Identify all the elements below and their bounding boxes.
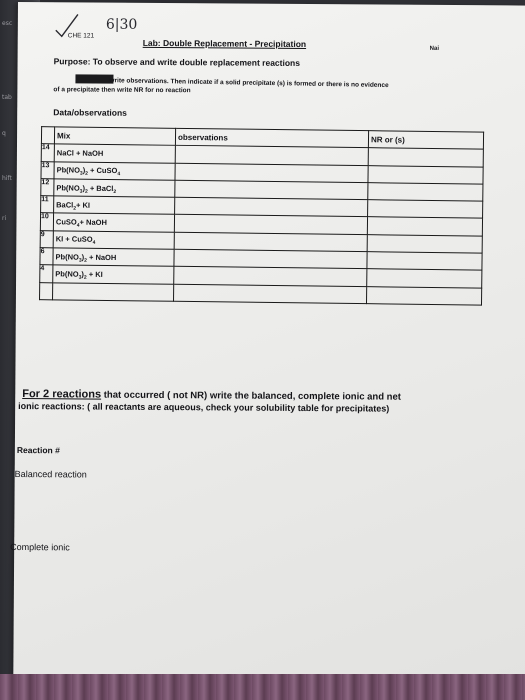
mix-cell xyxy=(53,282,174,301)
row-number: 6 xyxy=(40,248,53,265)
row-number: 9 xyxy=(40,230,53,247)
reactions-heading-rest: that occurred ( not NR) write the balanced, complete ionic and net xyxy=(101,389,401,403)
header-mix: Mix xyxy=(54,127,175,146)
mix-cell: $Pb(NO_3)_2$ + BaCl$_2$ xyxy=(54,179,175,198)
handwritten-grade: 6|30 xyxy=(105,16,138,33)
table-body xyxy=(40,144,484,305)
nr-or-s-cell[interactable] xyxy=(368,165,483,184)
observations-cell[interactable] xyxy=(174,284,367,304)
reactions-heading-emphasis: For 2 reactions xyxy=(22,388,102,401)
key-ctrl: ri xyxy=(2,215,7,222)
balanced-reaction-label: Balanced reaction xyxy=(14,468,87,480)
handwritten-grade-mark xyxy=(48,10,168,39)
mix-cell: KI + CuSO$_4$ xyxy=(53,231,174,250)
redaction-mark xyxy=(75,74,113,83)
nr-or-s-cell[interactable] xyxy=(367,252,482,271)
header-number-cell xyxy=(41,127,54,144)
observations-table xyxy=(39,126,484,305)
row-number: 13 xyxy=(41,161,54,178)
data-observations-label: Data/observations xyxy=(53,107,127,118)
mix-cell: $Pb(NO_3)_2$ + CuSO$_4$ xyxy=(54,161,175,180)
key-tab: tab xyxy=(2,94,12,101)
reaction-number-label: Reaction # xyxy=(16,445,60,456)
instructions-line-2: of a precipitate then write NR for no reaction xyxy=(53,86,191,95)
course-code: CHE 121 xyxy=(67,32,95,40)
row-number xyxy=(40,282,53,299)
nr-or-s-cell[interactable] xyxy=(368,183,483,202)
worksheet-paper xyxy=(10,2,525,696)
nr-or-s-cell[interactable] xyxy=(367,269,482,288)
row-number: 4 xyxy=(40,265,53,282)
purpose-statement: Purpose: To observe and write double replacement reactions xyxy=(53,56,301,68)
header-nr-or-s: NR or (s) xyxy=(368,131,483,150)
nr-or-s-cell[interactable] xyxy=(368,200,483,219)
complete-ionic-label: Complete ionic xyxy=(10,541,70,553)
lab-title: Lab: Double Replacement - Precipitation xyxy=(142,37,307,50)
nr-or-s-cell[interactable] xyxy=(367,234,482,253)
instructions-line-1: write observations. Then indicate if a solid precipitate (s) is formed or there is no evidence xyxy=(109,77,389,90)
key-shift: hift xyxy=(2,175,12,182)
name-label: Nai xyxy=(429,45,440,52)
row-number: 11 xyxy=(41,196,54,213)
mix-cell: CuSO$_4$+ NaOH xyxy=(53,213,174,232)
mix-cell: NaCl + NaOH xyxy=(54,144,175,163)
row-number: 14 xyxy=(41,144,54,161)
key-esc: esc xyxy=(2,20,13,27)
header-observations: observations xyxy=(175,128,368,148)
row-number: 12 xyxy=(41,179,54,196)
nr-or-s-cell[interactable] xyxy=(367,217,482,236)
row-number: 10 xyxy=(40,213,53,230)
reactions-instructions-line-2: ionic reactions: ( all reactants are aqueous, check your solubility table for precipitates) xyxy=(18,401,390,414)
mix-cell: $Pb(NO_3)_2$ + KI xyxy=(53,265,174,284)
key-q: q xyxy=(2,130,6,137)
fabric-background xyxy=(0,674,525,700)
mix-cell: BaCl$_2$+ KI xyxy=(54,196,175,215)
mix-cell: $Pb(NO_3)_2$ + NaOH xyxy=(53,248,174,267)
nr-or-s-cell[interactable] xyxy=(366,286,481,305)
nr-or-s-cell[interactable] xyxy=(368,148,483,167)
